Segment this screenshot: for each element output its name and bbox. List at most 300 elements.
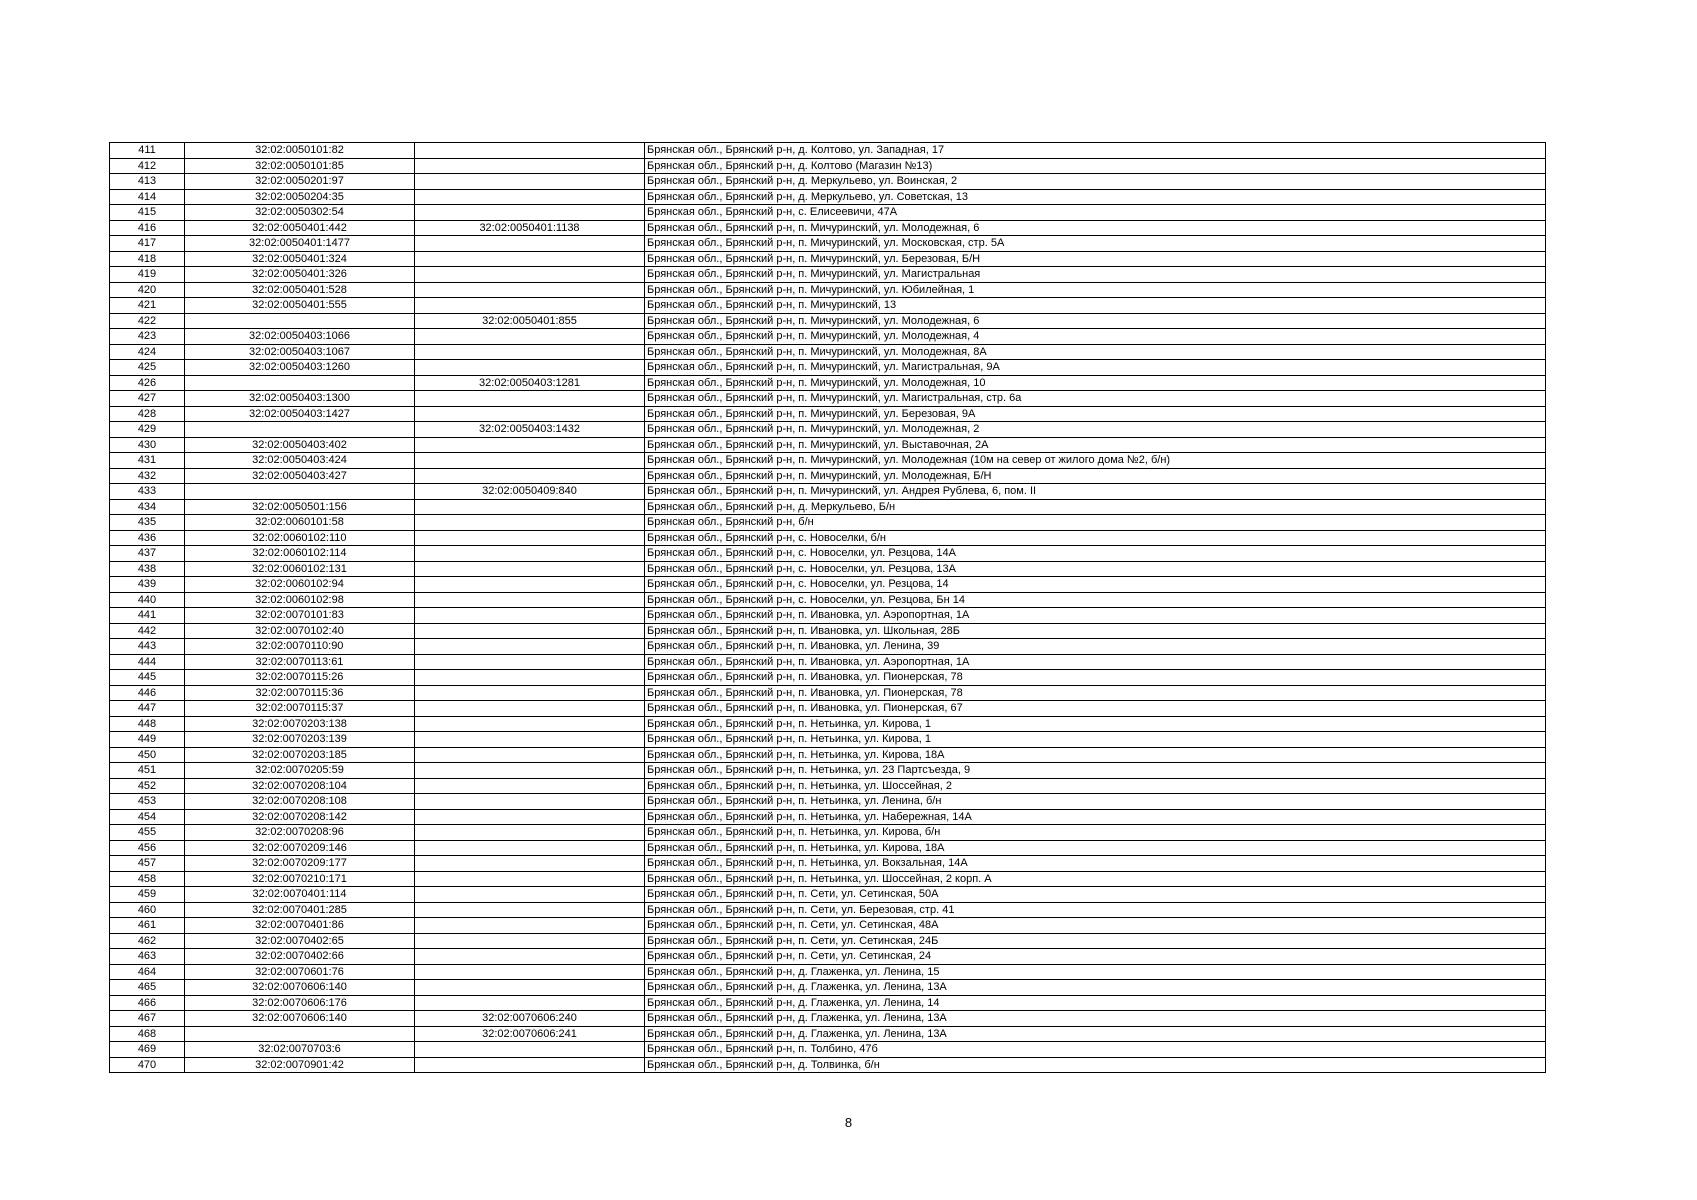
address-cell: Брянская обл., Брянский р-н, п. Ивановка, ул. Ленина, 39 [645,639,1546,655]
address-cell: Брянская обл., Брянский р-н, п. Ивановка, ул. Пионерская, 78 [645,670,1546,686]
row-number-cell: 439 [110,577,185,593]
address-cell: Брянская обл., Брянский р-н, п. Мичуринский, ул. Магистральная [645,267,1546,283]
table-row [110,298,1546,314]
cadastral-number-cell: 32:02:0070402:65 [185,933,415,949]
address-cell: Брянская обл., Брянский р-н, п. Сети, ул. Сетинская, 24Б [645,933,1546,949]
table-row [110,360,1546,376]
cadastral-number-cell: 32:02:0050403:427 [185,468,415,484]
row-number-cell: 416 [110,220,185,236]
row-number-cell: 444 [110,654,185,670]
address-cell: Брянская обл., Брянский р-н, с. Новоселки, б/н [645,530,1546,546]
row-number-cell: 440 [110,592,185,608]
cadastral-number-cell: 32:02:0050403:1067 [185,344,415,360]
table-row [110,143,1546,159]
cadastral-number-cell: 32:02:0070203:138 [185,716,415,732]
cadastral-number-cell: 32:02:0070606:140 [185,1011,415,1027]
table-row [110,701,1546,717]
row-number-cell: 461 [110,918,185,934]
linked-cadastral-number-cell [415,391,645,407]
row-number-cell: 421 [110,298,185,314]
row-number-cell: 438 [110,561,185,577]
row-number-cell: 418 [110,251,185,267]
table-row [110,1042,1546,1058]
table-row [110,1011,1546,1027]
linked-cadastral-number-cell [415,732,645,748]
linked-cadastral-number-cell: 32:02:0050409:840 [415,484,645,500]
linked-cadastral-number-cell [415,530,645,546]
row-number-cell: 432 [110,468,185,484]
address-cell: Брянская обл., Брянский р-н, д. Меркульево, Б/н [645,499,1546,515]
row-number-cell: 426 [110,375,185,391]
linked-cadastral-number-cell: 32:02:0050401:855 [415,313,645,329]
linked-cadastral-number-cell [415,763,645,779]
address-cell: Брянская обл., Брянский р-н, п. Нетьинка, ул. Ленина, б/н [645,794,1546,810]
row-number-cell: 449 [110,732,185,748]
cadastral-number-cell: 32:02:0070703:6 [185,1042,415,1058]
cadastral-number-cell: 32:02:0050501:156 [185,499,415,515]
cadastral-number-cell: 32:02:0050403:1300 [185,391,415,407]
cadastral-number-cell: 32:02:0070102:40 [185,623,415,639]
table-row [110,391,1546,407]
address-cell: Брянская обл., Брянский р-н, п. Мичуринский, ул. Молодежная, 4 [645,329,1546,345]
row-number-cell: 452 [110,778,185,794]
address-cell: Брянская обл., Брянский р-н, д. Меркульево, ул. Воинская, 2 [645,174,1546,190]
address-cell: Брянская обл., Брянский р-н, п. Ивановка, ул. Аэропортная, 1А [645,654,1546,670]
row-number-cell: 445 [110,670,185,686]
cadastral-number-cell: 32:02:0050401:1477 [185,236,415,252]
table-row [110,825,1546,841]
address-cell: Брянская обл., Брянский р-н, д. Глаженка, ул. Ленина, 13А [645,980,1546,996]
row-number-cell: 458 [110,871,185,887]
table-row [110,189,1546,205]
linked-cadastral-number-cell: 32:02:0050403:1281 [415,375,645,391]
address-cell: Брянская обл., Брянский р-н, п. Мичуринский, ул. Московская, стр. 5А [645,236,1546,252]
linked-cadastral-number-cell [415,701,645,717]
address-cell: Брянская обл., Брянский р-н, п. Сети, ул. Березовая, стр. 41 [645,902,1546,918]
linked-cadastral-number-cell [415,298,645,314]
linked-cadastral-number-cell [415,174,645,190]
row-number-cell: 427 [110,391,185,407]
linked-cadastral-number-cell [415,360,645,376]
table-row [110,949,1546,965]
cadastral-number-cell: 32:02:0060102:131 [185,561,415,577]
linked-cadastral-number-cell [415,902,645,918]
table-row [110,670,1546,686]
cadastral-number-cell: 32:02:0070209:146 [185,840,415,856]
table-row [110,732,1546,748]
address-cell: Брянская обл., Брянский р-н, п. Мичуринский, ул. Молодежная (10м на север от жилого дома №2, б/н) [645,453,1546,469]
address-cell: Брянская обл., Брянский р-н, п. Мичуринский, ул. Андрея Рублева, 6, пом. II [645,484,1546,500]
address-cell: Брянская обл., Брянский р-н, с. Новоселки, ул. Резцова, 14А [645,546,1546,562]
linked-cadastral-number-cell [415,809,645,825]
linked-cadastral-number-cell [415,577,645,593]
table-row [110,654,1546,670]
table-row [110,887,1546,903]
address-cell: Брянская обл., Брянский р-н, с. Новоселки, ул. Резцова, Бн 14 [645,592,1546,608]
table-row [110,205,1546,221]
cadastral-number-cell: 32:02:0070401:285 [185,902,415,918]
cadastral-number-cell: 32:02:0070110:90 [185,639,415,655]
cadastral-number-cell: 32:02:0050401:326 [185,267,415,283]
linked-cadastral-number-cell [415,840,645,856]
row-number-cell: 423 [110,329,185,345]
linked-cadastral-number-cell [415,980,645,996]
cadastral-number-cell: 32:02:0070205:59 [185,763,415,779]
row-number-cell: 411 [110,143,185,159]
row-number-cell: 468 [110,1026,185,1042]
linked-cadastral-number-cell [415,205,645,221]
cadastral-number-cell: 32:02:0060101:58 [185,515,415,531]
table-row [110,468,1546,484]
cadastral-number-cell: 32:02:0070401:114 [185,887,415,903]
table-row [110,902,1546,918]
row-number-cell: 460 [110,902,185,918]
row-number-cell: 442 [110,623,185,639]
cadastral-number-cell [185,313,415,329]
linked-cadastral-number-cell [415,887,645,903]
row-number-cell: 441 [110,608,185,624]
linked-cadastral-number-cell [415,639,645,655]
cadastral-number-cell: 32:02:0050302:54 [185,205,415,221]
row-number-cell: 457 [110,856,185,872]
linked-cadastral-number-cell: 32:02:0070606:240 [415,1011,645,1027]
table-row [110,794,1546,810]
cadastral-number-cell: 32:02:0070606:140 [185,980,415,996]
row-number-cell: 456 [110,840,185,856]
address-cell: Брянская обл., Брянский р-н, д. Колтово, ул. Западная, 17 [645,143,1546,159]
address-cell: Брянская обл., Брянский р-н, п. Ивановка, ул. Пионерская, 78 [645,685,1546,701]
cadastral-number-cell: 32:02:0070401:86 [185,918,415,934]
row-number-cell: 448 [110,716,185,732]
address-cell: Брянская обл., Брянский р-н, п. Нетьинка, ул. Кирова, 1 [645,732,1546,748]
row-number-cell: 417 [110,236,185,252]
cadastral-number-cell: 32:02:0060102:114 [185,546,415,562]
address-cell: Брянская обл., Брянский р-н, д. Колтово (Магазин №13) [645,158,1546,174]
address-cell: Брянская обл., Брянский р-н, п. Мичуринский, ул. Молодежная, 2 [645,422,1546,438]
address-cell: Брянская обл., Брянский р-н, п. Мичуринский, ул. Магистральная, 9А [645,360,1546,376]
cadastral-number-cell: 32:02:0070208:108 [185,794,415,810]
address-cell: Брянская обл., Брянский р-н, п. Мичуринский, 13 [645,298,1546,314]
row-number-cell: 463 [110,949,185,965]
row-number-cell: 413 [110,174,185,190]
table-row [110,918,1546,934]
row-number-cell: 465 [110,980,185,996]
linked-cadastral-number-cell [415,918,645,934]
cadastral-number-cell: 32:02:0070601:76 [185,964,415,980]
linked-cadastral-number-cell [415,236,645,252]
row-number-cell: 425 [110,360,185,376]
table-row [110,933,1546,949]
table-row [110,422,1546,438]
cadastral-number-cell: 32:02:0070101:83 [185,608,415,624]
table-row [110,685,1546,701]
linked-cadastral-number-cell [415,1042,645,1058]
table-row [110,251,1546,267]
address-cell: Брянская обл., Брянский р-н, п. Сети, ул. Сетинская, 50А [645,887,1546,903]
cadastral-number-cell: 32:02:0070203:139 [185,732,415,748]
cadastral-number-cell: 32:02:0070402:66 [185,949,415,965]
page-number: 8 [844,1115,853,1130]
table-row [110,840,1546,856]
linked-cadastral-number-cell [415,856,645,872]
table-row [110,220,1546,236]
address-cell: Брянская обл., Брянский р-н, п. Нетьинка, ул. Кирова, 18А [645,747,1546,763]
linked-cadastral-number-cell [415,453,645,469]
table-row [110,546,1546,562]
row-number-cell: 437 [110,546,185,562]
linked-cadastral-number-cell: 32:02:0070606:241 [415,1026,645,1042]
linked-cadastral-number-cell [415,158,645,174]
row-number-cell: 467 [110,1011,185,1027]
linked-cadastral-number-cell [415,282,645,298]
table-row [110,1026,1546,1042]
linked-cadastral-number-cell [415,949,645,965]
linked-cadastral-number-cell [415,561,645,577]
table-row [110,639,1546,655]
linked-cadastral-number-cell [415,654,645,670]
linked-cadastral-number-cell [415,794,645,810]
address-cell: Брянская обл., Брянский р-н, п. Нетьинка, ул. Кирова, 1 [645,716,1546,732]
row-number-cell: 428 [110,406,185,422]
cadastral-number-cell [185,375,415,391]
linked-cadastral-number-cell [415,716,645,732]
linked-cadastral-number-cell [415,825,645,841]
linked-cadastral-number-cell [415,685,645,701]
cadastral-number-cell: 32:02:0060102:98 [185,592,415,608]
table-row [110,716,1546,732]
cadastral-number-cell: 32:02:0050401:555 [185,298,415,314]
cadastral-number-cell: 32:02:0070209:177 [185,856,415,872]
address-cell: Брянская обл., Брянский р-н, п. Нетьинка, ул. Шоссейная, 2 [645,778,1546,794]
cadastral-number-cell: 32:02:0050401:324 [185,251,415,267]
table-row [110,561,1546,577]
linked-cadastral-number-cell [415,995,645,1011]
linked-cadastral-number-cell [415,933,645,949]
cadastral-number-cell: 32:02:0060102:110 [185,530,415,546]
linked-cadastral-number-cell [415,143,645,159]
address-cell: Брянская обл., Брянский р-н, с. Новоселки, ул. Резцова, 14 [645,577,1546,593]
linked-cadastral-number-cell [415,964,645,980]
cadastral-number-cell: 32:02:0070208:104 [185,778,415,794]
address-cell: Брянская обл., Брянский р-н, п. Сети, ул. Сетинская, 24 [645,949,1546,965]
cadastral-number-cell: 32:02:0050403:1066 [185,329,415,345]
row-number-cell: 447 [110,701,185,717]
cadastral-number-cell: 32:02:0070210:171 [185,871,415,887]
cadastral-number-cell: 32:02:0070901:42 [185,1057,415,1073]
address-cell: Брянская обл., Брянский р-н, п. Нетьинка, ул. 23 Партсъезда, 9 [645,763,1546,779]
row-number-cell: 446 [110,685,185,701]
row-number-cell: 429 [110,422,185,438]
address-cell: Брянская обл., Брянский р-н, п. Мичуринский, ул. Выставочная, 2А [645,437,1546,453]
table-row [110,623,1546,639]
address-cell: Брянская обл., Брянский р-н, п. Мичуринский, ул. Березовая, 9А [645,406,1546,422]
table-row [110,515,1546,531]
cadastral-number-cell: 32:02:0050101:85 [185,158,415,174]
cadastral-number-cell: 32:02:0050403:1427 [185,406,415,422]
row-number-cell: 435 [110,515,185,531]
linked-cadastral-number-cell [415,468,645,484]
row-number-cell: 424 [110,344,185,360]
address-cell: Брянская обл., Брянский р-н, п. Нетьинка, ул. Шоссейная, 2 корп. А [645,871,1546,887]
address-cell: Брянская обл., Брянский р-н, п. Мичуринский, ул. Магистральная, стр. 6а [645,391,1546,407]
table-row [110,437,1546,453]
table-row [110,577,1546,593]
table-row [110,763,1546,779]
address-cell: Брянская обл., Брянский р-н, п. Ивановка, ул. Аэропортная, 1А [645,608,1546,624]
cadastral-number-cell: 32:02:0050101:82 [185,143,415,159]
row-number-cell: 455 [110,825,185,841]
linked-cadastral-number-cell: 32:02:0050403:1432 [415,422,645,438]
address-cell: Брянская обл., Брянский р-н, п. Ивановка, ул. Пионерская, 67 [645,701,1546,717]
address-cell: Брянская обл., Брянский р-н, д. Меркульево, ул. Советская, 13 [645,189,1546,205]
row-number-cell: 464 [110,964,185,980]
address-cell: Брянская обл., Брянский р-н, п. Мичуринский, ул. Молодежная, 6 [645,313,1546,329]
cadastral-number-cell: 32:02:0070115:36 [185,685,415,701]
linked-cadastral-number-cell [415,344,645,360]
row-number-cell: 469 [110,1042,185,1058]
address-cell: Брянская обл., Брянский р-н, п. Нетьинка, ул. Кирова, 18А [645,840,1546,856]
cadastral-number-cell: 32:02:0070606:176 [185,995,415,1011]
linked-cadastral-number-cell [415,608,645,624]
linked-cadastral-number-cell [415,592,645,608]
address-cell: Брянская обл., Брянский р-н, с. Елисеевичи, 47А [645,205,1546,221]
table-row [110,608,1546,624]
table-row [110,1057,1546,1073]
cadastral-number-cell: 32:02:0070115:37 [185,701,415,717]
cadastral-number-cell [185,1026,415,1042]
table-row [110,871,1546,887]
row-number-cell: 430 [110,437,185,453]
row-number-cell: 420 [110,282,185,298]
linked-cadastral-number-cell [415,623,645,639]
address-cell: Брянская обл., Брянский р-н, д. Глаженка, ул. Ленина, 13А [645,1026,1546,1042]
row-number-cell: 450 [110,747,185,763]
row-number-cell: 415 [110,205,185,221]
linked-cadastral-number-cell [415,515,645,531]
table-row [110,809,1546,825]
linked-cadastral-number-cell [415,747,645,763]
cadastral-number-cell: 32:02:0050403:1260 [185,360,415,376]
cadastral-number-cell: 32:02:0050403:402 [185,437,415,453]
row-number-cell: 462 [110,933,185,949]
table-row [110,344,1546,360]
table-row [110,980,1546,996]
table-row [110,856,1546,872]
address-cell: Брянская обл., Брянский р-н, п. Мичуринский, ул. Молодежная, 6 [645,220,1546,236]
address-cell: Брянская обл., Брянский р-н, п. Мичуринский, ул. Молодежная, 8А [645,344,1546,360]
cadastral-number-cell: 32:02:0050204:35 [185,189,415,205]
row-number-cell: 422 [110,313,185,329]
linked-cadastral-number-cell [415,871,645,887]
table-row [110,484,1546,500]
table-row [110,158,1546,174]
registry-table [109,142,1546,1073]
row-number-cell: 419 [110,267,185,283]
row-number-cell: 466 [110,995,185,1011]
address-cell: Брянская обл., Брянский р-н, п. Нетьинка, ул. Вокзальная, 14А [645,856,1546,872]
address-cell: Брянская обл., Брянский р-н, п. Мичуринский, ул. Молодежная, Б/Н [645,468,1546,484]
row-number-cell: 434 [110,499,185,515]
cadastral-number-cell [185,422,415,438]
cadastral-number-cell [185,484,415,500]
row-number-cell: 414 [110,189,185,205]
address-cell: Брянская обл., Брянский р-н, п. Ивановка, ул. Школьная, 28Б [645,623,1546,639]
table-row [110,499,1546,515]
address-cell: Брянская обл., Брянский р-н, д. Глаженка, ул. Ленина, 13А [645,1011,1546,1027]
table-row [110,530,1546,546]
linked-cadastral-number-cell [415,546,645,562]
table-row [110,747,1546,763]
linked-cadastral-number-cell [415,329,645,345]
row-number-cell: 412 [110,158,185,174]
cadastral-number-cell: 32:02:0070203:185 [185,747,415,763]
row-number-cell: 454 [110,809,185,825]
cadastral-number-cell: 32:02:0050201:97 [185,174,415,190]
table-row [110,313,1546,329]
table-row [110,964,1546,980]
row-number-cell: 433 [110,484,185,500]
table-row [110,329,1546,345]
table-row [110,778,1546,794]
address-cell: Брянская обл., Брянский р-н, д. Толвинка, б/н [645,1057,1546,1073]
cadastral-number-cell: 32:02:0060102:94 [185,577,415,593]
address-cell: Брянская обл., Брянский р-н, с. Новоселки, ул. Резцова, 13А [645,561,1546,577]
row-number-cell: 431 [110,453,185,469]
linked-cadastral-number-cell [415,1057,645,1073]
row-number-cell: 459 [110,887,185,903]
cadastral-number-cell: 32:02:0070208:96 [185,825,415,841]
linked-cadastral-number-cell: 32:02:0050401:1138 [415,220,645,236]
linked-cadastral-number-cell [415,267,645,283]
table-row [110,236,1546,252]
address-cell: Брянская обл., Брянский р-н, б/н [645,515,1546,531]
cadastral-number-cell: 32:02:0070115:26 [185,670,415,686]
linked-cadastral-number-cell [415,251,645,267]
table-row [110,267,1546,283]
linked-cadastral-number-cell [415,437,645,453]
address-cell: Брянская обл., Брянский р-н, п. Нетьинка, ул. Набережная, 14А [645,809,1546,825]
table-row [110,174,1546,190]
linked-cadastral-number-cell [415,499,645,515]
row-number-cell: 443 [110,639,185,655]
row-number-cell: 470 [110,1057,185,1073]
table-row [110,282,1546,298]
address-cell: Брянская обл., Брянский р-н, п. Сети, ул. Сетинская, 48А [645,918,1546,934]
cadastral-number-cell: 32:02:0050401:528 [185,282,415,298]
address-cell: Брянская обл., Брянский р-н, п. Нетьинка, ул. Кирова, б/н [645,825,1546,841]
cadastral-number-cell: 32:02:0050401:442 [185,220,415,236]
table-row [110,375,1546,391]
table-row [110,453,1546,469]
address-cell: Брянская обл., Брянский р-н, п. Мичуринский, ул. Молодежная, 10 [645,375,1546,391]
address-cell: Брянская обл., Брянский р-н, п. Мичуринский, ул. Березовая, Б/Н [645,251,1546,267]
linked-cadastral-number-cell [415,406,645,422]
cadastral-number-cell: 32:02:0070113:61 [185,654,415,670]
linked-cadastral-number-cell [415,189,645,205]
table-row [110,592,1546,608]
table-row [110,406,1546,422]
address-cell: Брянская обл., Брянский р-н, д. Глаженка, ул. Ленина, 14 [645,995,1546,1011]
address-cell: Брянская обл., Брянский р-н, д. Глаженка, ул. Ленина, 15 [645,964,1546,980]
address-cell: Брянская обл., Брянский р-н, п. Мичуринский, ул. Юбилейная, 1 [645,282,1546,298]
row-number-cell: 436 [110,530,185,546]
linked-cadastral-number-cell [415,670,645,686]
linked-cadastral-number-cell [415,778,645,794]
table-row [110,995,1546,1011]
cadastral-number-cell: 32:02:0050403:424 [185,453,415,469]
address-cell: Брянская обл., Брянский р-н, п. Толбино, 47б [645,1042,1546,1058]
row-number-cell: 453 [110,794,185,810]
